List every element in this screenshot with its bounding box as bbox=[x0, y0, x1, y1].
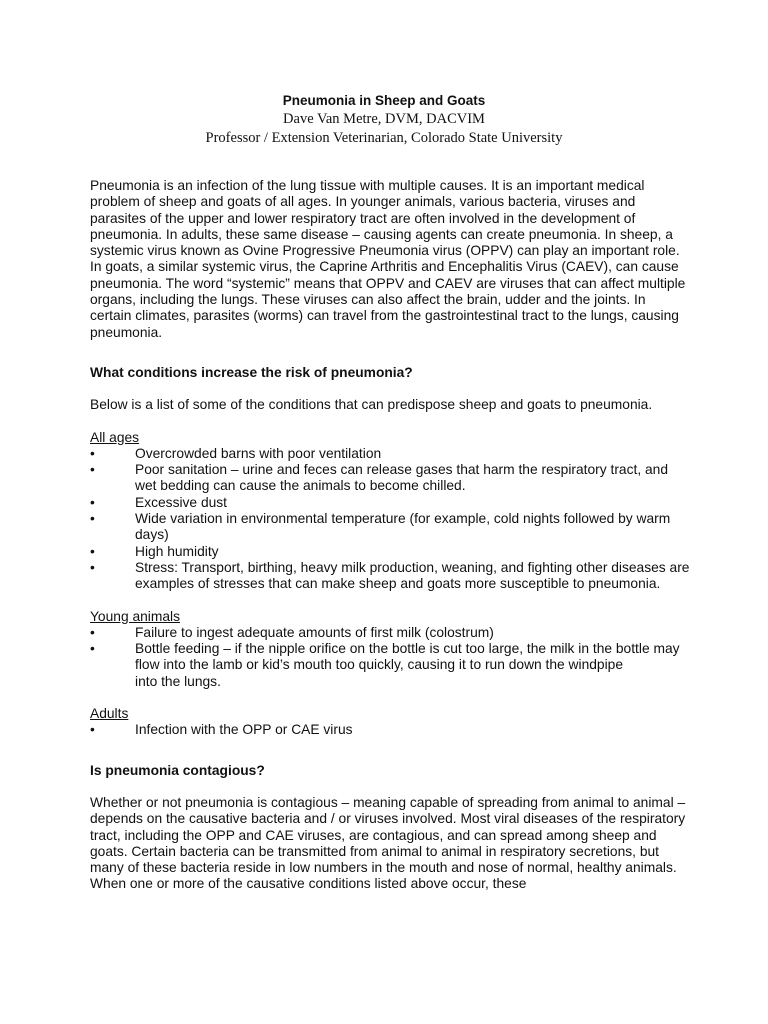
document-author: Dave Van Metre, DVM, DACVIM bbox=[283, 111, 485, 127]
subheading-adults: Adults bbox=[90, 706, 129, 722]
bullet-icon: • bbox=[90, 624, 95, 640]
bullet-icon: • bbox=[90, 511, 95, 527]
risk-lead-paragraph: Below is a list of some of the conditions that can predispose sheep and goats to pneumonia. bbox=[90, 397, 653, 413]
subheading-young-animals: Young animals bbox=[90, 608, 181, 624]
list-item: • Stress: Transport, birthing, heavy milk production, weaning, and fighting other diseases are examples of stresses that can make sheep and goats more susceptible to pneumonia. bbox=[90, 559, 690, 592]
document-affiliation: Professor / Extension Veterinarian, Colorado State University bbox=[205, 130, 563, 146]
contagious-paragraph: Whether or not pneumonia is contagious – meaning capable of spreading from animal to animal – depends on the causative bacteria and / or viruses involved. Most viral diseases of the respiratory tract, including the OPP and CAE viruses, are contagious, and can spread among sheep and goats. Certain bacteria can be transmitted from animal to animal in respiratory secretions, but many of these bacteria reside in low numbers in the mouth and nose of normal, healthy animals. When one or more of the causative conditions listed above occur, these bbox=[90, 794, 686, 892]
list-item: • Excessive dust bbox=[90, 494, 228, 510]
list-item-continuation: into the lungs. bbox=[135, 673, 221, 689]
bullet-icon: • bbox=[90, 543, 95, 559]
bullet-icon: • bbox=[90, 494, 95, 510]
list-item: • Bottle feeding – if the nipple orifice on the bottle is cut too large, the milk in the bottle may flow into the lamb or kid’s mouth too quickly, causing it to run down the windpipe bbox=[90, 641, 680, 673]
bullet-icon: • bbox=[90, 722, 95, 738]
list-item: • Failure to ingest adequate amounts of first milk (colostrum) bbox=[90, 624, 494, 640]
list-item: • Infection with the OPP or CAE virus bbox=[90, 722, 353, 738]
list-item: • Wide variation in environmental temperature (for example, cold nights followed by warm days) bbox=[90, 511, 671, 543]
list-item: • Overcrowded barns with poor ventilation bbox=[90, 445, 382, 461]
list-item: • Poor sanitation – urine and feces can release gases that harm the respiratory tract, and wet bedding can cause the animals to become chilled. bbox=[90, 462, 669, 494]
section-heading-contagious: Is pneumonia contagious? bbox=[90, 762, 265, 778]
bullet-icon: • bbox=[90, 445, 95, 461]
subheading-all-ages: All ages bbox=[90, 429, 140, 445]
section-heading-risk: What conditions increase the risk of pneumonia? bbox=[90, 364, 413, 380]
bullet-icon: • bbox=[90, 462, 95, 478]
document-header bbox=[0, 92, 768, 148]
intro-paragraph: Pneumonia is an infection of the lung tissue with multiple causes. It is an important medical problem of sheep and goats of all ages. In younger animals, various bacteria, viruses and parasites of the upper and lower respiratory tract are often involved in the development of pneumonia. In adults, these same disease – causing agents can create pneumonia. In sheep, a systemic virus known as Ovine Progressive Pneumonia virus (OPPV) can play an important role. In goats, a similar systemic virus, the Caprine Arthritis and Encephalitis Virus (CAEV), can cause pneumonia. The word “systemic” means that OPPV and CAEV are viruses that can affect multiple organs, including the lungs. These viruses can also affect the brain, udder and the joints. In certain climates, parasites (worms) can travel from the gastrointestinal tract to the lungs, causing pneumonia. bbox=[90, 178, 686, 340]
bullet-icon: • bbox=[90, 641, 95, 657]
list-item: • High humidity bbox=[90, 543, 219, 559]
document-title: Pneumonia in Sheep and Goats bbox=[282, 93, 486, 108]
bullet-icon: • bbox=[90, 559, 95, 575]
document-body bbox=[90, 178, 690, 893]
